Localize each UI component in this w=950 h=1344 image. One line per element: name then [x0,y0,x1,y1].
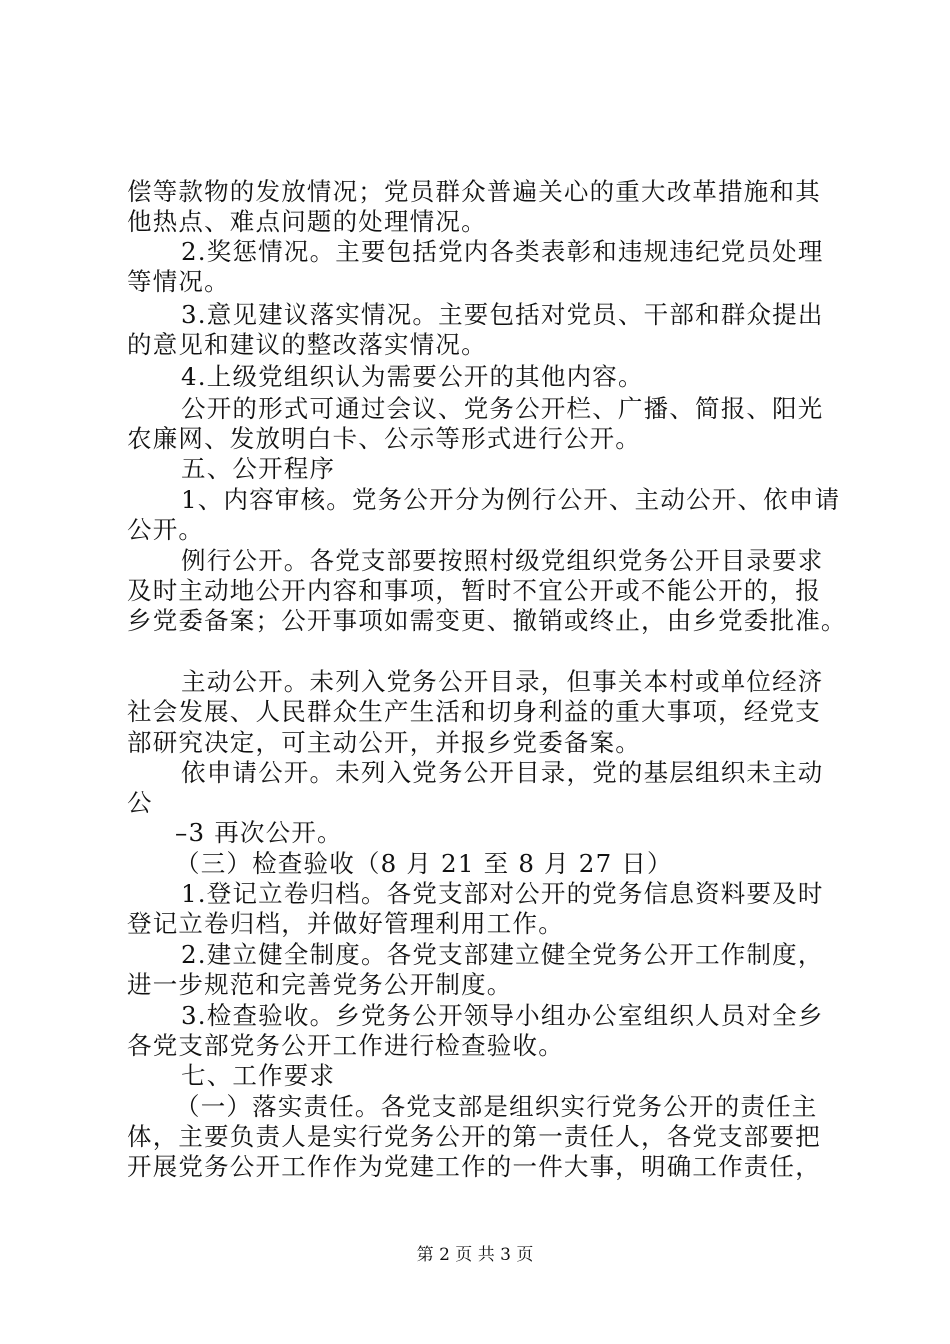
body-text-line: 部研究决定，可主动公开，并报乡党委备案。 [127,728,641,757]
body-text-line: 依申请公开。未列入党务公开目录，党的基层组织未主动 [181,758,824,787]
body-text-line: –3 再次公开。 [175,818,343,847]
body-text-line: 例行公开。各党支部要按照村级党组织党务公开目录要求 [181,546,824,575]
body-text-line: 体，主要负责人是实行党务公开的第一责任人，各党支部要把 [127,1122,821,1151]
section-heading: 五、公开程序 [181,454,336,483]
section-heading: （三）检查验收（8 月 21 至 8 月 27 日） [175,849,673,878]
body-text-line: 偿等款物的发放情况；党员群众普遍关心的重大改革措施和其 [127,177,821,206]
body-text-line: 农廉网、发放明白卡、公示等形式进行公开。 [127,424,641,453]
body-text-line: 3.检查验收。乡党务公开领导小组办公室组织人员对全乡 [181,1001,824,1030]
body-text-line: 等情况。 [127,267,230,296]
body-text-line: 4.上级党组织认为需要公开的其他内容。 [181,362,644,391]
body-text-line: 乡党委备案；公开事项如需变更、撤销或终止，由乡党委批准。 [127,606,847,635]
page-number-footer: 第 2 页 共 3 页 [416,1245,534,1265]
body-text-line: 他热点、难点问题的处理情况。 [127,207,487,236]
body-text-line: 的意见和建议的整改落实情况。 [127,330,487,359]
section-heading: 七、工作要求 [181,1061,336,1090]
body-text-line: 进一步规范和完善党务公开制度。 [127,970,513,999]
body-text-line: 公开。 [127,515,205,544]
body-text-line: （一）落实责任。各党支部是组织实行党务公开的责任主 [175,1092,818,1121]
body-text-line: 及时主动地公开内容和事项，暂时不宜公开或不能公开的，报 [127,576,821,605]
body-text-line: 登记立卷归档，并做好管理利用工作。 [127,909,564,938]
body-text-line: 主动公开。未列入党务公开目录，但事关本村或单位经济 [181,667,824,696]
body-text-line: 社会发展、人民群众生产生活和切身利益的重大事项，经党支 [127,697,821,726]
body-text-line: 开展党务公开工作作为党建工作的一件大事，明确工作责任， [127,1152,821,1181]
body-text-line: 各党支部党务公开工作进行检查验收。 [127,1031,564,1060]
body-text-line: 2.奖惩情况。主要包括党内各类表彰和违规违纪党员处理 [181,237,824,266]
body-text-line: 1、内容审核。党务公开分为例行公开、主动公开、依申请 [181,485,841,514]
body-text-line: 公 [127,788,153,817]
body-text-line: 2.建立健全制度。各党支部建立健全党务公开工作制度， [181,940,824,969]
body-text-line: 1.登记立卷归档。各党支部对公开的党务信息资料要及时 [181,879,824,908]
body-text-line: 公开的形式可通过会议、党务公开栏、广播、简报、阳光 [181,394,824,423]
body-text-line: 3.意见建议落实情况。主要包括对党员、干部和群众提出 [181,300,824,329]
